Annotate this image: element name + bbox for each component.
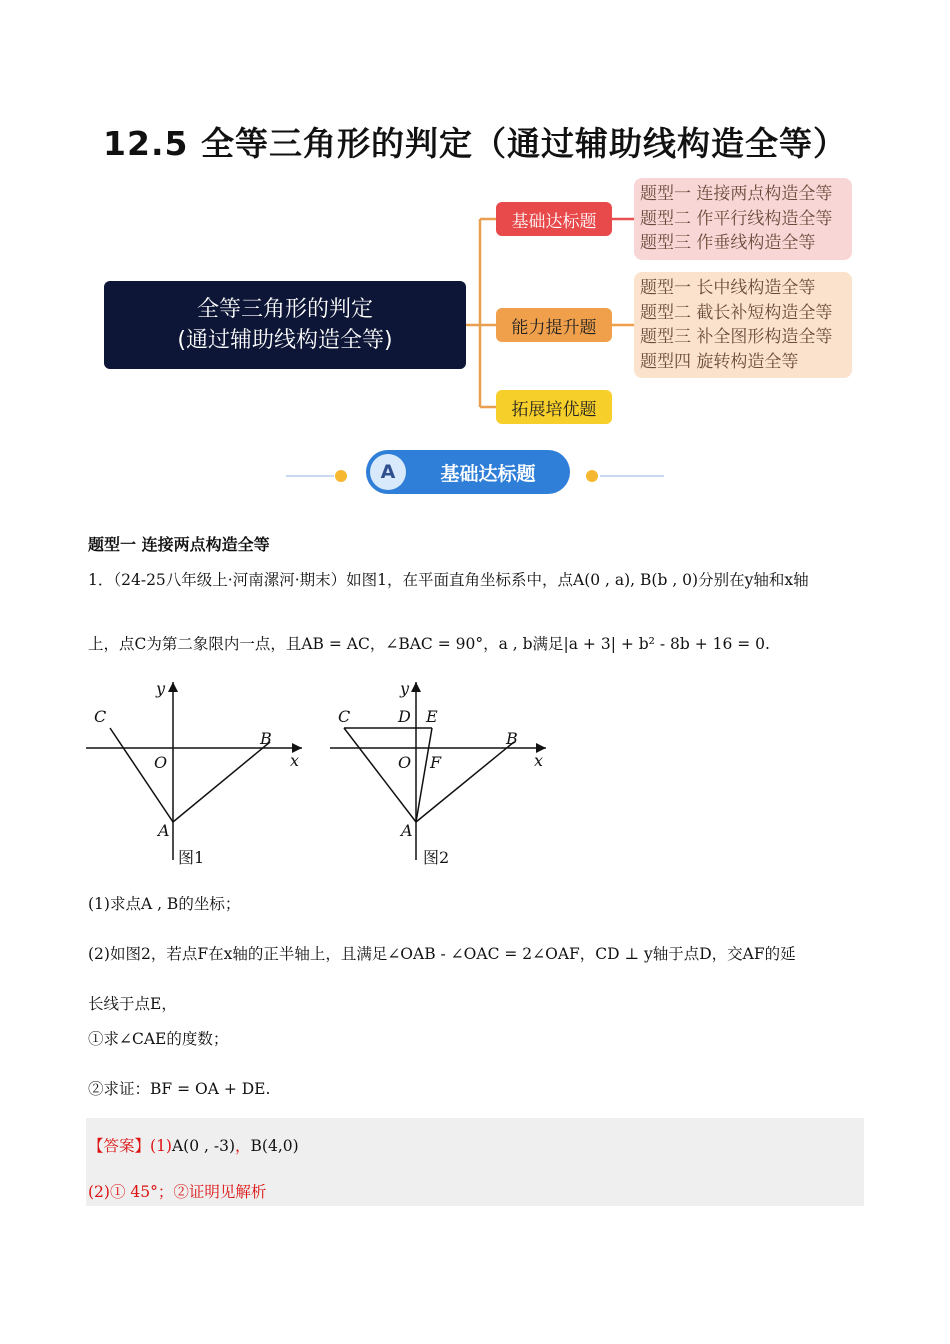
mindmap-branch-extension: 拓展培优题 — [496, 390, 612, 424]
mindmap-item: 题型三 补全图形构造全等 — [640, 327, 833, 347]
question-2-line2: 长线于点E， — [88, 995, 177, 1013]
answer-line2: (2)① 45°；②证明见解析 — [88, 1183, 267, 1201]
answer-line1 — [88, 1134, 299, 1156]
label-x: x — [534, 751, 544, 770]
answer-tag: 【答案】 — [88, 1137, 151, 1155]
answer-point-b: B(4,0) — [250, 1137, 299, 1155]
label-O: O — [154, 753, 168, 772]
figure-2 — [324, 676, 564, 866]
mindmap-item: 题型二 作平行线构造全等 — [640, 208, 833, 229]
label-C: C — [94, 707, 107, 726]
mindmap-root-line1: 全等三角形的判定 — [196, 297, 373, 322]
mindmap-item: 题型二 截长补短构造全等 — [640, 302, 833, 323]
page-title: 12.5 全等三角形的判定（通过辅助线构造全等） — [103, 124, 847, 163]
mindmap-item: 题型一 连接两点构造全等 — [640, 184, 833, 204]
label-y: y — [156, 679, 166, 698]
answer-separator: ， — [235, 1137, 251, 1155]
banner-letter: A — [370, 454, 406, 490]
mindmap-branch-ability: 能力提升题 — [496, 308, 612, 342]
label-x: x — [290, 751, 300, 770]
label-B: B — [506, 729, 518, 748]
figure-2-caption: 图2 — [423, 848, 450, 867]
label-A: A — [158, 821, 170, 840]
answer-part1-prefix: (1) — [150, 1137, 172, 1155]
mindmap-root — [104, 281, 466, 369]
mindmap-basic-items — [634, 178, 852, 260]
question-2-line1: (2)如图2，若点F在x轴的正半轴上，且满足∠OAB - ∠OAC = 2∠OAF，CD ⊥ y轴于点D，交AF的延 — [88, 945, 796, 963]
mindmap-root-line2: (通过辅助线构造全等) — [177, 328, 393, 353]
banner-title: 基础达标题 — [440, 462, 536, 485]
label-F: F — [430, 753, 442, 772]
label-y: y — [400, 679, 410, 698]
question-2-part-i: ①求∠CAE的度数； — [88, 1030, 229, 1048]
label-A: A — [401, 821, 413, 840]
mindmap-item: 题型三 作垂线构造全等 — [640, 233, 816, 253]
label-E: E — [426, 707, 438, 726]
label-B: B — [260, 729, 272, 748]
label-D: D — [398, 707, 411, 726]
figure-1-caption: 图1 — [178, 848, 205, 867]
mindmap-item: 题型一 长中线构造全等 — [640, 278, 816, 298]
mindmap-item: 题型四 旋转构造全等 — [640, 351, 799, 372]
mindmap-ability-items — [634, 272, 852, 378]
question-1: (1)求点A , B的坐标； — [88, 895, 241, 913]
label-C: C — [338, 707, 351, 726]
problem-line1: 1．（24-25八年级上·河南漯河·期末）如图1，在平面直角坐标系中，点A(0 , a), B(b , 0)分别在y轴和x轴 — [88, 571, 809, 589]
section-heading: 题型一 连接两点构造全等 — [88, 535, 270, 554]
mindmap-branch-basic: 基础达标题 — [496, 202, 612, 236]
answer-point-a: A(0 , -3) — [171, 1137, 236, 1155]
question-2-part-ii: ②求证：BF = OA + DE. — [88, 1080, 271, 1098]
figure-1 — [80, 676, 320, 866]
label-O: O — [398, 753, 412, 772]
problem-line2: 上，点C为第二象限内一点，且AB = AC，∠BAC = 90°，a , b满足|a + 3| + b² - 8b + 16 = 0. — [88, 635, 770, 653]
